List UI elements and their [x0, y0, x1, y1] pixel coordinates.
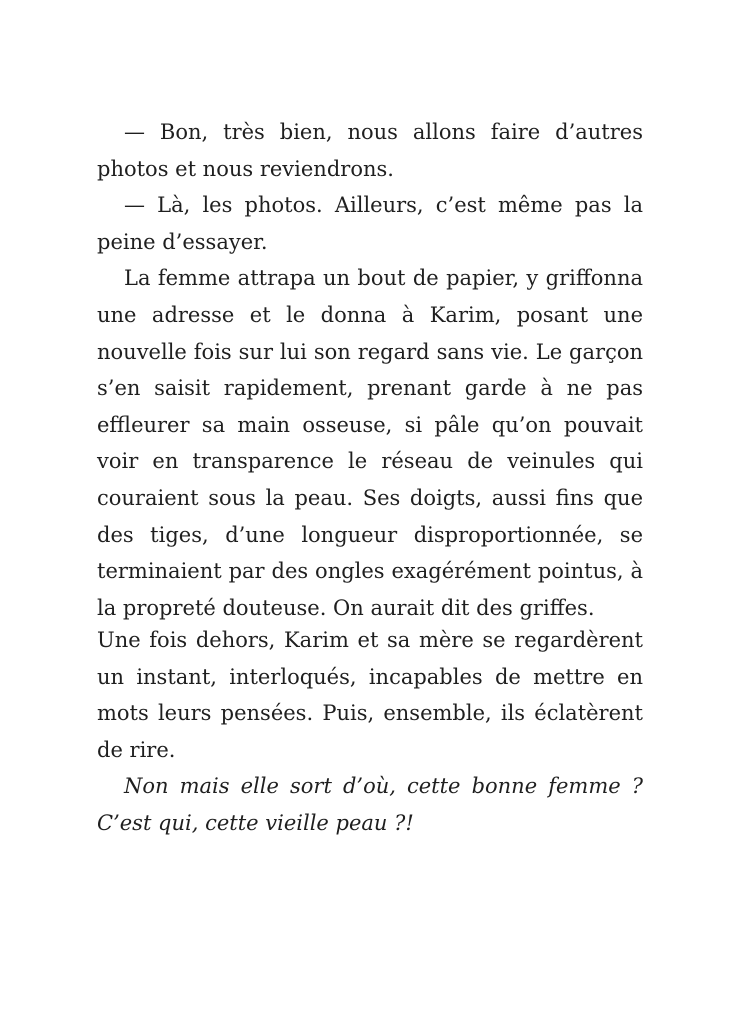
inner-thought-paragraph: Non mais elle sort d’où, cette bonne femme ? C’est qui, cette vieille peau ?!	[97, 774, 643, 835]
dialogue-line: — Là, les photos. Ailleurs, c’est même pas la peine d’essayer.	[97, 193, 643, 254]
text-section-outside	[97, 622, 643, 842]
narrative-paragraph: Une fois dehors, Karim et sa mère se regardèrent un instant, interloqués, incapables de mettre en mots leurs pensées. Puis, ensemble, ils éclatèrent de rire.	[97, 628, 643, 762]
narrative-paragraph: La femme attrapa un bout de papier, y griffonna une adresse et le donna à Karim, posant une nouvelle fois sur lui son regard sans vie. Le garçon s’en saisit rapidement, prenant garde à ne pas effleurer sa main osseuse, si pâle qu’on pouvait voir en transparence le réseau de veinules qui couraient sous la peau. Ses doigts, aussi fins que des tiges, d’une longueur disproportionnée, se terminaient par des ongles exagérément pointus, à la propreté douteuse. On aurait dit des griffes.	[97, 266, 643, 620]
dialogue-line: — Bon, très bien, nous allons faire d’autres photos et nous reviendrons.	[97, 120, 643, 181]
text-section-dialogue	[97, 114, 643, 626]
